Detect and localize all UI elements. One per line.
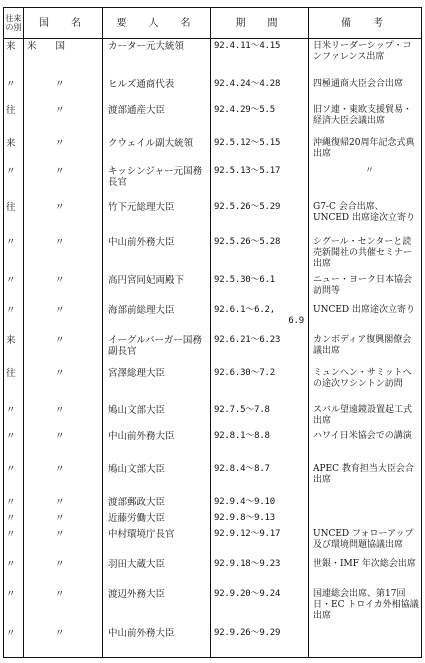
row-country (24, 235, 103, 273)
row-country (24, 403, 103, 429)
period-range: 92.4.11～4.15 (214, 41, 281, 51)
row-period (211, 511, 309, 527)
table-row (4, 462, 422, 495)
row-country (24, 77, 103, 103)
row-direction-text: 〃 (6, 559, 16, 571)
row-period (211, 462, 309, 495)
row-remarks (309, 557, 422, 587)
row-country (24, 587, 103, 626)
row-direction-text: 往 (6, 367, 16, 379)
row-period (211, 587, 309, 626)
row-direction (4, 333, 24, 366)
period-range: 92.9.8～9.13 (214, 513, 275, 524)
table-row (4, 557, 422, 587)
row-direction (4, 626, 24, 657)
row-remarks (309, 495, 422, 511)
row-person-text: 宮澤総理大臣 (108, 367, 166, 379)
row-period (211, 527, 309, 557)
row-person-text: カーター元大統領 (108, 41, 185, 52)
row-direction-text: 来 (6, 334, 16, 346)
row-direction (4, 200, 24, 235)
row-country-text: 〃 (55, 165, 65, 177)
row-country-text: 〃 (55, 236, 65, 248)
table-row (4, 511, 422, 527)
table-row (4, 200, 422, 235)
row-person (103, 557, 211, 587)
row-direction (4, 103, 24, 136)
row-period (211, 403, 309, 429)
row-person (103, 366, 211, 403)
row-person-text: ヒルズ通商代表 (108, 78, 175, 90)
row-person (103, 164, 211, 200)
row-direction-text: 〃 (6, 589, 16, 601)
row-remarks-text: ニュー・ヨーク日本協会訪問等 (313, 274, 413, 296)
row-person (103, 626, 211, 657)
row-person (103, 136, 211, 164)
row-remarks (309, 527, 422, 557)
row-direction-text: 往 (6, 201, 16, 213)
row-country-text: 〃 (55, 367, 65, 379)
row-direction-text: 〃 (6, 529, 16, 541)
row-remarks-text: 日米リーダーシップ・コンファレンス出席 (313, 41, 412, 62)
row-country (24, 273, 103, 303)
row-country-text: 〃 (55, 137, 65, 149)
row-country (24, 429, 103, 462)
table-row (4, 429, 422, 462)
row-direction-text: 〃 (6, 628, 16, 640)
row-country (24, 462, 103, 495)
row-remarks-text: 世銀・IMF 年次総会出席 (313, 559, 416, 570)
row-direction-text: 〃 (6, 404, 16, 416)
table-row (4, 626, 422, 657)
row-country-text: 米 国 (27, 41, 66, 52)
row-remarks (309, 333, 422, 366)
row-person (103, 527, 211, 557)
row-direction (4, 511, 24, 527)
period-range: 92.6.1～6.2, (214, 304, 275, 315)
row-direction-text: 来 (6, 41, 16, 52)
row-remarks-text: スバル望遠鏡設置起工式出席 (313, 404, 413, 426)
period-range: 92.8.1～8.8 (214, 431, 270, 442)
row-person (103, 587, 211, 626)
row-country (24, 39, 103, 77)
row-person-text: 鳩山文部大臣 (108, 464, 166, 476)
row-person (103, 103, 211, 136)
row-country (24, 557, 103, 587)
row-direction-text: 〃 (6, 304, 16, 316)
row-direction (4, 164, 24, 200)
period-range: 92.5.13～5.17 (214, 165, 281, 176)
period-range: 92.4.24～4.28 (214, 78, 281, 89)
visits-table (3, 7, 422, 658)
period-range: 92.5.26～5.29 (214, 201, 281, 212)
row-period (211, 136, 309, 164)
period-range: 92.5.26～5.28 (214, 236, 281, 247)
row-person-text: 中山前外務大臣 (108, 431, 175, 443)
table-row (4, 527, 422, 557)
row-country-text: 〃 (55, 513, 65, 525)
row-direction-text: 往 (6, 104, 16, 116)
row-direction (4, 77, 24, 103)
row-remarks (309, 39, 422, 77)
row-country-text: 〃 (55, 104, 65, 116)
row-remarks-text: 〃 (365, 165, 375, 176)
row-remarks (309, 235, 422, 273)
row-direction (4, 366, 24, 403)
row-direction (4, 235, 24, 273)
row-remarks-text: ミュンヘン・サミットへの途次ワシントン訪問 (313, 367, 412, 389)
period-range: 92.5.12～5.15 (214, 137, 281, 148)
row-direction (4, 527, 24, 557)
row-country-text: 〃 (55, 304, 65, 316)
row-direction (4, 495, 24, 511)
table-row (4, 103, 422, 136)
row-country-text: 〃 (55, 497, 65, 509)
row-person-text: イーグルバーガー国務副長官 (108, 334, 202, 357)
row-period (211, 235, 309, 273)
row-period (211, 200, 309, 235)
row-person-text: 海部前総理大臣 (108, 304, 175, 316)
row-remarks-text: シグール・センターと読売新聞社の共催セミナー出席 (313, 236, 413, 269)
row-person-text: クウェイル副大統領 (108, 137, 194, 149)
row-country-text: 〃 (55, 334, 65, 346)
row-remarks (309, 103, 422, 136)
row-country-text: 〃 (55, 78, 65, 90)
row-remarks-text: ハワイ日米協会での講演 (313, 431, 412, 442)
row-country-text: 〃 (55, 529, 65, 541)
row-person-text: 鳩山文部大臣 (108, 404, 166, 416)
table-row (4, 39, 422, 77)
table-row (4, 235, 422, 273)
row-country-text: 〃 (55, 589, 65, 601)
row-direction (4, 557, 24, 587)
table-row (4, 333, 422, 366)
row-person (103, 303, 211, 333)
row-direction (4, 136, 24, 164)
row-person (103, 235, 211, 273)
row-remarks-text: 旧ソ連・東欧支援貿易・経済大臣会議出席 (313, 104, 413, 126)
row-country (24, 511, 103, 527)
row-remarks (309, 164, 422, 200)
row-country (24, 333, 103, 366)
row-period (211, 333, 309, 366)
row-period (211, 77, 309, 103)
period-range: 92.9.4～9.10 (214, 497, 275, 508)
row-direction-text: 〃 (6, 236, 16, 248)
row-remarks-text: UNCED 出席途次立寄り (313, 304, 415, 315)
table-row (4, 77, 422, 103)
row-direction (4, 587, 24, 626)
visits-table-page (3, 7, 421, 658)
period-range: 92.7.5～7.8 (214, 404, 270, 415)
row-period (211, 273, 309, 303)
row-period (211, 557, 309, 587)
table-row (4, 273, 422, 303)
row-remarks (309, 303, 422, 333)
row-remarks-text: 国連総会出席、第17回日・EC トロイカ外相協議出席 (313, 589, 419, 622)
row-person (103, 273, 211, 303)
row-person-text: 羽田大蔵大臣 (108, 559, 166, 571)
row-direction (4, 403, 24, 429)
row-direction (4, 462, 24, 495)
row-person-text: 高円宮同妃両殿下 (108, 274, 185, 286)
row-direction-text: 〃 (6, 497, 16, 509)
row-period (211, 164, 309, 200)
row-person (103, 495, 211, 511)
row-remarks-text: カンボディア復興閣僚会議出席 (313, 334, 412, 356)
row-remarks (309, 200, 422, 235)
row-country (24, 626, 103, 657)
row-person (103, 333, 211, 366)
row-country-text: 〃 (55, 404, 65, 416)
row-country-text: 〃 (55, 559, 65, 571)
row-person-text: 渡部通産大臣 (108, 104, 166, 116)
period-range: 92.9.18～9.23 (214, 559, 281, 570)
row-period (211, 366, 309, 403)
row-country (24, 527, 103, 557)
table-row (4, 303, 422, 333)
row-remarks (309, 273, 422, 303)
table-row (4, 366, 422, 403)
period-range: 92.8.4～8.7 (214, 464, 270, 475)
row-person-text: 渡部郵政大臣 (108, 497, 166, 509)
period-range: 92.9.26～9.29 (214, 628, 281, 639)
row-remarks (309, 626, 422, 657)
row-remarks (309, 462, 422, 495)
row-remarks-text: 沖縄復帰20周年記念式典出席 (313, 137, 415, 159)
header-person: 要 人 名 (103, 8, 211, 39)
row-person (103, 429, 211, 462)
row-country (24, 200, 103, 235)
header-direction: 往来の別 (4, 8, 24, 39)
row-country-text: 〃 (55, 464, 65, 476)
row-country-text: 〃 (55, 274, 65, 286)
period-range: 92.4.29～5.5 (214, 104, 275, 115)
row-direction-text: 〃 (6, 165, 16, 177)
row-country-text: 〃 (55, 201, 65, 213)
row-country (24, 495, 103, 511)
row-direction (4, 303, 24, 333)
period-range: 92.9.12～9.17 (214, 529, 281, 540)
row-country (24, 303, 103, 333)
period-range: 92.5.30～6.1 (214, 274, 275, 285)
table-row (4, 403, 422, 429)
row-person-text: キッシンジャー元国務長官 (108, 165, 203, 188)
row-period (211, 39, 309, 77)
row-remarks (309, 366, 422, 403)
row-remarks (309, 587, 422, 626)
row-country (24, 366, 103, 403)
row-direction-text: 〃 (6, 78, 16, 90)
table-row (4, 164, 422, 200)
row-remarks-text: UNCED フォローアップ及び環境問題協議出席 (313, 529, 414, 551)
row-remarks-text: G7-C 会合出席、UNCED 出席途次立寄り (313, 201, 415, 223)
row-remarks (309, 511, 422, 527)
row-direction-text: 〃 (6, 431, 16, 443)
period-continuation: 6.9 (288, 315, 304, 326)
row-direction (4, 429, 24, 462)
row-person-text: 中村環境庁長官 (108, 529, 175, 541)
row-remarks (309, 136, 422, 164)
row-direction-text: 〃 (6, 513, 16, 525)
row-period (211, 495, 309, 511)
row-direction-text: 来 (6, 137, 16, 149)
row-country-text: 〃 (55, 628, 65, 640)
row-person-text: 渡辺外務大臣 (108, 589, 166, 601)
row-period (211, 303, 309, 333)
row-person (103, 200, 211, 235)
table-row (4, 136, 422, 164)
table-header-row (4, 8, 422, 39)
row-country (24, 136, 103, 164)
row-person (103, 511, 211, 527)
row-country (24, 164, 103, 200)
table-row (4, 587, 422, 626)
row-person (103, 403, 211, 429)
row-person-text: 近藤労働大臣 (108, 513, 166, 525)
row-direction (4, 39, 24, 77)
row-person-text: 中山前外務大臣 (108, 236, 175, 248)
row-person (103, 77, 211, 103)
table-body (4, 39, 422, 658)
table-row (4, 495, 422, 511)
header-period: 期 間 (211, 8, 309, 39)
row-person-text: 中山前外務大臣 (108, 628, 175, 640)
row-remarks-text: 四極通商大臣会合出席 (313, 78, 404, 89)
row-country (24, 103, 103, 136)
row-remarks (309, 77, 422, 103)
row-remarks-text: APEC 教育担当大臣会合出席 (313, 464, 414, 486)
row-direction-text: 〃 (6, 274, 16, 286)
row-remarks (309, 429, 422, 462)
row-period (211, 103, 309, 136)
row-person (103, 462, 211, 495)
row-person (103, 39, 211, 77)
row-direction (4, 273, 24, 303)
row-direction-text: 〃 (6, 464, 16, 476)
row-period (211, 429, 309, 462)
row-person-text: 竹下元総理大臣 (108, 201, 175, 213)
header-country: 国 名 (24, 8, 103, 39)
period-range: 92.9.20～9.24 (214, 589, 281, 600)
period-range: 92.6.21～6.23 (214, 334, 281, 345)
row-country-text: 〃 (55, 431, 65, 443)
period-range: 92.6.30～7.2 (214, 367, 275, 378)
row-remarks (309, 403, 422, 429)
row-period (211, 626, 309, 657)
header-remarks: 備 考 (309, 8, 422, 39)
